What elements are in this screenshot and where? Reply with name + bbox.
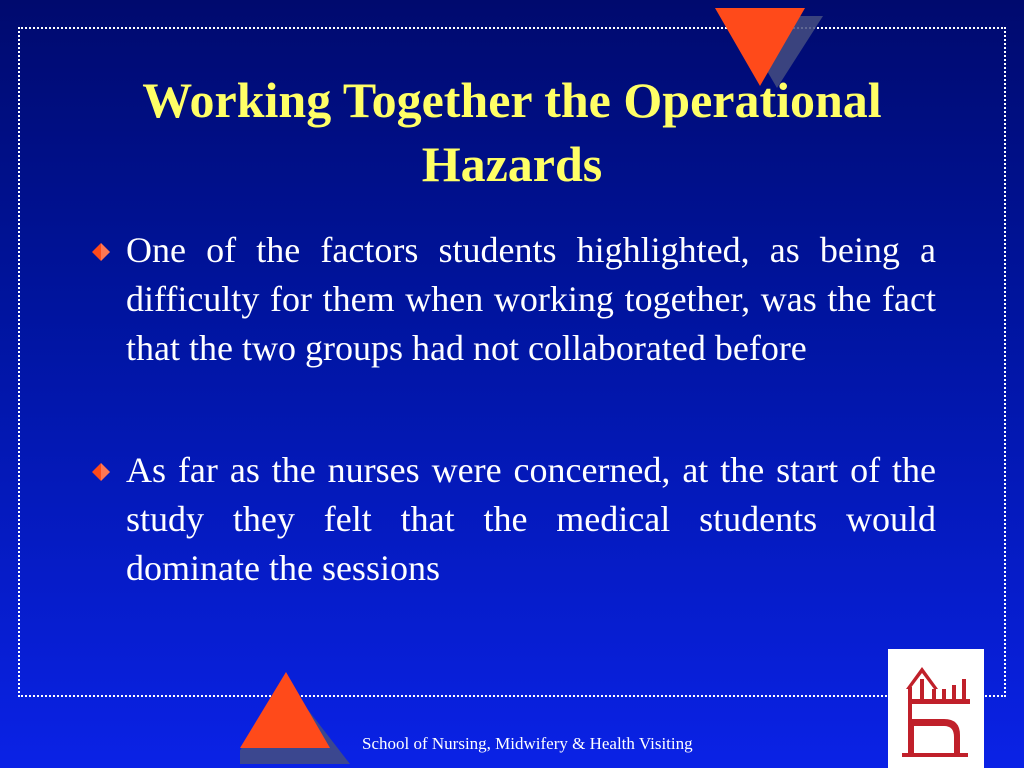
footer-text: School of Nursing, Midwifery & Health Visiting bbox=[362, 734, 693, 753]
bullet-list bbox=[90, 226, 936, 593]
bullet-text: One of the factors students highlighted, as being a difficulty for them when working together, was the fact that the two groups had not collaborated before bbox=[126, 230, 936, 368]
university-logo bbox=[888, 649, 984, 768]
diamond-bullet-icon bbox=[92, 243, 110, 261]
diamond-bullet-icon bbox=[92, 463, 110, 481]
bullet-item bbox=[90, 226, 936, 373]
triangle-up-icon bbox=[240, 672, 355, 764]
university-building-logo bbox=[888, 649, 984, 768]
bullet-item bbox=[90, 446, 936, 593]
bullet-text: As far as the nurses were concerned, at the start of the study they felt that the medical students would dominate the sessions bbox=[126, 450, 936, 588]
slide-title: Working Together the Operational Hazards bbox=[142, 72, 882, 192]
